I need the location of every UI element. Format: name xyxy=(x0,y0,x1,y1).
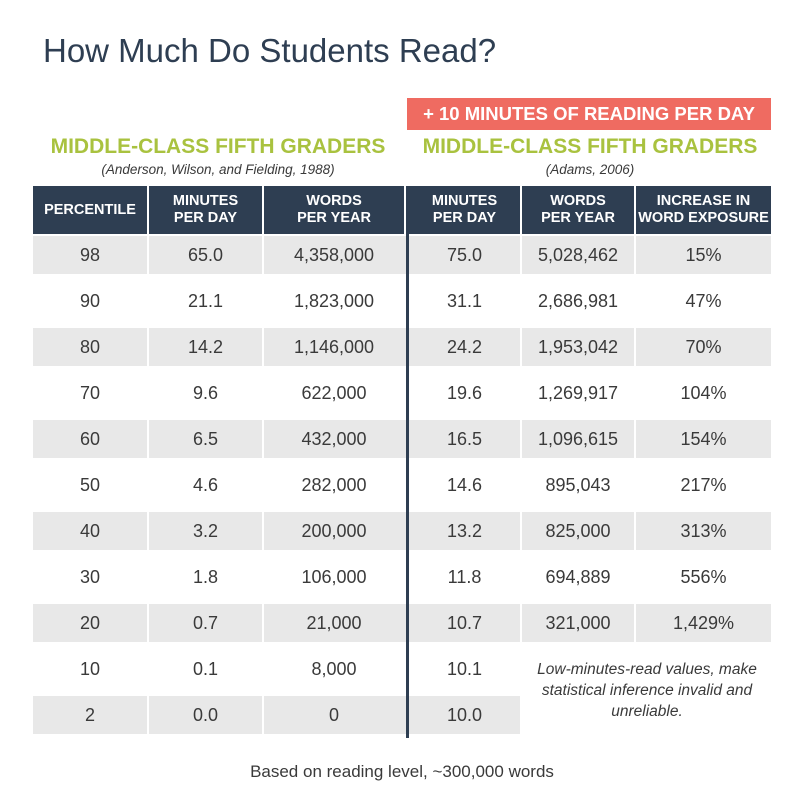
table-cell: 90 xyxy=(79,290,101,311)
table-cell: 694,889 xyxy=(545,566,611,587)
column-header: WORDS PER YEAR xyxy=(264,186,404,234)
table-cell: 80 xyxy=(79,336,101,357)
table-cell: 10.0 xyxy=(446,704,483,725)
column-header: INCREASE IN WORD EXPOSURE xyxy=(636,186,771,234)
table-cell: 20 xyxy=(79,612,101,633)
left-group-title: MIDDLE-CLASS FIFTH GRADERS xyxy=(50,135,386,158)
table-cell: 1,096,615 xyxy=(537,428,619,449)
table-cell: 70% xyxy=(685,336,722,357)
table-cell: 556% xyxy=(680,566,727,587)
table-cell: 0.7 xyxy=(192,612,219,633)
table-cell: 15% xyxy=(685,244,722,265)
table-cell: 622,000 xyxy=(301,382,367,403)
table-cell: 200,000 xyxy=(301,520,367,541)
table-cell: 5,028,462 xyxy=(537,244,619,265)
table-cell: 21.1 xyxy=(187,290,224,311)
footer-note: Based on reading level, ~300,000 words xyxy=(250,762,554,781)
table-cell: 2,686,981 xyxy=(537,290,619,311)
table-cell: 98 xyxy=(79,244,101,265)
table-cell: 825,000 xyxy=(545,520,611,541)
table-cell: 24.2 xyxy=(446,336,483,357)
table-cell: 30 xyxy=(79,566,101,587)
table-cell: 6.5 xyxy=(192,428,219,449)
table-cell: 50 xyxy=(79,474,101,495)
table-cell: 47% xyxy=(685,290,722,311)
left-group-citation: (Anderson, Wilson, and Fielding, 1988) xyxy=(101,162,335,177)
table-cell: 1,269,917 xyxy=(537,382,619,403)
inference-note: Low-minutes-read values, make statistical inference invalid and unreliable. xyxy=(537,661,757,720)
table-cell: 154% xyxy=(680,428,727,449)
column-header: WORDS PER YEAR xyxy=(522,186,634,234)
table-cell: 60 xyxy=(79,428,101,449)
table-cell: 1,429% xyxy=(672,612,735,633)
table-cell: 75.0 xyxy=(446,244,483,265)
table-cell: 321,000 xyxy=(545,612,611,633)
column-header: MINUTES PER DAY xyxy=(409,186,520,234)
table-cell: 10.7 xyxy=(446,612,483,633)
table-cell: 8,000 xyxy=(311,658,357,679)
table-cell: 217% xyxy=(680,474,727,495)
table-cell: 1,146,000 xyxy=(293,336,375,357)
table-cell: 895,043 xyxy=(545,474,611,495)
table-cell: 0.1 xyxy=(192,658,219,679)
table-cell: 313% xyxy=(680,520,727,541)
table-cell: 432,000 xyxy=(301,428,367,449)
table-cell: 1,953,042 xyxy=(537,336,619,357)
column-header: PERCENTILE xyxy=(33,186,147,234)
table-cell: 21,000 xyxy=(306,612,362,633)
table-cell: 1,823,000 xyxy=(293,290,375,311)
page-title: How Much Do Students Read? xyxy=(43,32,497,69)
table-cell: 104% xyxy=(680,382,727,403)
table-cell: 40 xyxy=(79,520,101,541)
table-cell: 11.8 xyxy=(447,566,482,587)
table-cell: 14.6 xyxy=(446,474,483,495)
table-cell: 9.6 xyxy=(192,382,219,403)
table-cell: 4,358,000 xyxy=(293,244,375,265)
table-cell: 1.8 xyxy=(192,566,219,587)
table-cell: 2 xyxy=(84,704,95,725)
column-header: MINUTES PER DAY xyxy=(149,186,262,234)
table-cell: 19.6 xyxy=(446,382,483,403)
table-cell: 70 xyxy=(79,382,101,403)
table-cell: 65.0 xyxy=(187,244,224,265)
table-cell: 31.1 xyxy=(446,290,483,311)
right-group-citation: (Adams, 2006) xyxy=(545,162,635,177)
table-cell: 4.6 xyxy=(192,474,219,495)
table-cell: 10.1 xyxy=(446,658,483,679)
study-divider xyxy=(406,186,409,738)
table-cell: 106,000 xyxy=(301,566,367,587)
table-cell: 282,000 xyxy=(301,474,367,495)
table-cell: 3.2 xyxy=(192,520,219,541)
right-group-title: MIDDLE-CLASS FIFTH GRADERS xyxy=(422,135,758,158)
table-cell: 16.5 xyxy=(446,428,483,449)
table-cell: 14.2 xyxy=(187,336,224,357)
table-cell: 0.0 xyxy=(192,704,219,725)
table-cell: 0 xyxy=(328,704,339,725)
table-cell: 10 xyxy=(79,658,101,679)
table-cell: 13.2 xyxy=(446,520,483,541)
increase-banner: + 10 MINUTES OF READING PER DAY xyxy=(407,98,771,130)
